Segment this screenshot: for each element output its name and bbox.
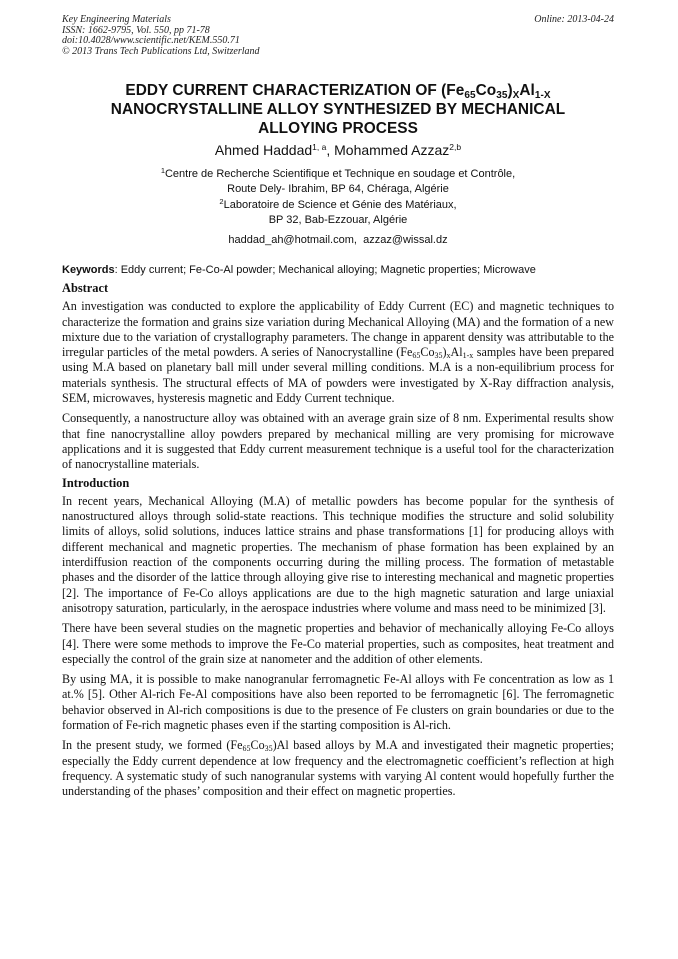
affiliation-2-line-2: BP 32, Bab-Ezzouar, Algérie [268, 214, 408, 227]
affiliation-2-line-1: $^2$Laboratoire de Science et Génie des Matériaux, [219, 196, 457, 211]
introduction-paragraph-4: In the present study, we formed $(Fe_{65}Co_{35})Al$ based alloys by M.A and investigated their magnetic properties; especially the Eddy current dependence at low frequency and the electromagnetic coefficient’s reflection at high frequency. A systematic study of such nanogranular systems with varying Al content would hopefully further the understanding of the phases’ composition and their effect on magnetic properties. [62, 738, 614, 799]
author-emails: haddad_ah@hotmail.com, azzaz@wissal.dz [228, 234, 448, 246]
author-2: Mohammed Azzaz [334, 142, 450, 158]
affiliation-1-line-2: Route Dely- Ibrahim, BP 64, Chéraga, Algérie [227, 183, 449, 196]
keywords: Keywords: Eddy current; Fe-Co-Al powder; Mechanical alloying; Magnetic properties; Microwave [62, 264, 536, 276]
journal-name: Key Engineering Materials [62, 14, 171, 25]
author-1: Ahmed Haddad [214, 142, 313, 158]
email-a[interactable]: haddad_ah@hotmail.com [228, 234, 354, 246]
abstract-paragraph-2: Consequently, a nanostructure alloy was obtained with an average grain size of 8 nm. Experimental results show that fine nanocrystalline alloy powders prepared by mechanical milling are very promising for microwave applications and it is suggested that Eddy current measurement technique is a useful tool for the characterization of nanocrystalline materials. [62, 411, 614, 472]
journal-issn: ISSN: 1662-9795, Vol. 550, pp 71-78 [62, 24, 210, 36]
introduction-paragraph-3: By using MA, it is possible to make nanogranular ferromagnetic Fe-Al alloys with Fe concentration as low as 1 at.% [5]. Other Al-rich Fe-Al compositions have also been reported to be ferromagnetic [6]. The ferromagnetic behavior observed in Al-rich compositions is due to the presence of Fe clusters on grain boundaries or due to the formation of Fe-rich magnetic phases even if the starting composition is Al-rich. [62, 672, 614, 733]
keywords-label: Keywords [62, 264, 115, 276]
title-line-2: NANOCRYSTALLINE ALLOY SYNTHESIZED BY MECHANICAL [110, 101, 566, 118]
author-list: Ahmed Haddad$^{1, a}$, Mohammed Azzaz$^{2,b}$ [214, 142, 462, 158]
title-line-1: EDDY CURRENT CHARACTERIZATION OF $(Fe_{65}Co_{35})_XAl_{1-X}$ [125, 82, 551, 101]
abstract-heading: Abstract [62, 281, 109, 295]
keywords-text: Eddy current; Fe-Co-Al powder; Mechanical alloying; Magnetic properties; Microwave [120, 264, 536, 276]
introduction-heading: Introduction [62, 475, 130, 490]
introduction-paragraph-2: There have been several studies on the magnetic properties and behavior of mechanically alloying Fe-Co alloys [4]. There were some methods to improve the Fe-Co material properties, such as composites, heat treatment and especially the control of the grain size at nanometer and the addition of other elements. [62, 621, 614, 666]
introduction-paragraph-1: In recent years, Mechanical Alloying (M.A) of metallic powders has become popular for the synthesis of nanostructured alloys through solid-state reactions. This technique modifies the structure and solid solubility limits of alloys, solid solutions, induces lattice strains and phase transformations [1] for producing alloys with different mechanical and magnetic properties. The mechanism of phase formation has been explained by an interdiffusion reaction of the components occurring during the milling process. The formation of metastable phases and the disorder of the lattice through alloying give rise to interesting mechanical and magnetic properties [2]. The importance of Fe-Co alloys applications are due to the high magnetic saturation and large uniaxial anisotropy saturation, particularly, in the aerospace industries where volume and mass need to be minimized [3]. [62, 493, 614, 615]
title-line-3: ALLOYING PROCESS [258, 120, 418, 137]
paper-body [62, 281, 614, 805]
journal-doi[interactable]: doi:10.4028/www.scientific.net/KEM.550.71 [62, 35, 240, 47]
email-b[interactable]: azzaz@wissal.dz [363, 234, 448, 246]
journal-header [62, 15, 260, 57]
affiliation-1-line-1: $^1$Centre de Recherche Scientifique et Technique en soudage et Contrôle, [160, 166, 516, 180]
abstract-paragraph-1: An investigation was conducted to explore the applicability of Eddy Current (EC) and magnetic techniques to characterize the formation and grains size variation during Mechanical Alloying (MA) and the formation of a new mixture due to the variation of crystallography parameters. The change in apparent density was attributable to the irregular particles of the metal powders. A series of Nanocrystalline $(Fe_{65}Co_{35})_xAl_{1-x}$ samples have been prepared using M.A based on planetary ball mill under several milling conditions. M.A is a non-equilibrium process for materials synthesis. The structural effects of MA of powders were investigated by X-Ray diffraction analysis, SEM, microwaves, hysteresis magnetic and Eddy Current technique. [62, 299, 614, 406]
paper-title [62, 81, 614, 138]
online-date: Online: 2013-04-24 [534, 14, 614, 25]
affiliations [62, 167, 614, 229]
journal-copyright: © 2013 Trans Tech Publications Ltd, Switzerland [62, 45, 260, 57]
